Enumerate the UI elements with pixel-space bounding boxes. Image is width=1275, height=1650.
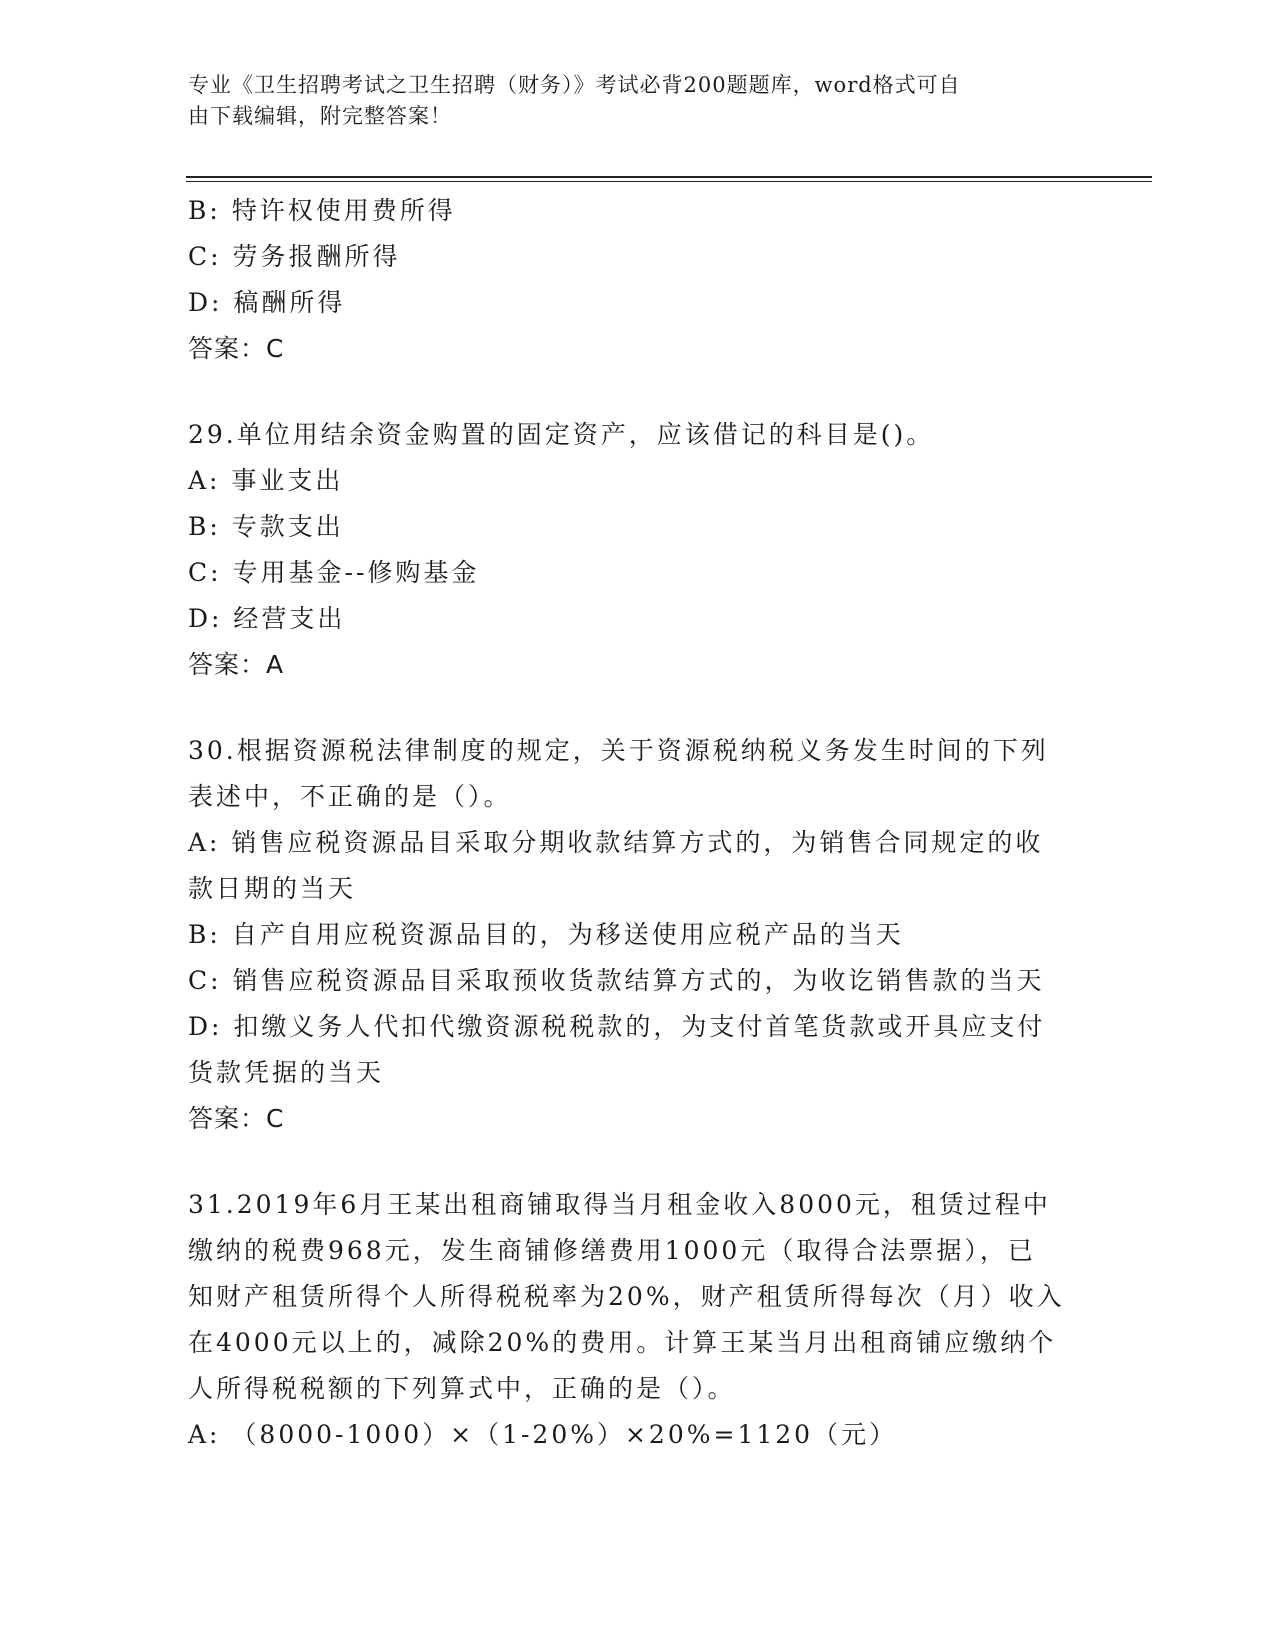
previous-question-block (188, 188, 1088, 372)
question-29 (188, 412, 1088, 688)
header-line-2: 由下载编辑，附完整答案！ (188, 104, 452, 128)
answer-label: 答案：A (188, 650, 285, 679)
option-b: B: 特许权使用费所得 (188, 196, 456, 225)
question-30 (188, 728, 1088, 1142)
option-a: A: 销售应税资源品目采取分期收款结算方式的，为销售合同规定的收 (188, 828, 1044, 857)
question-stem-line: 在4000元以上的，减除20%的费用。计算王某当月出租商铺应缴纳个 (188, 1328, 1057, 1357)
header-divider-thick (186, 176, 1152, 178)
question-content (188, 188, 1088, 1458)
option-c: C: 专用基金--修购基金 (188, 558, 480, 587)
option-d: D: 经营支出 (188, 604, 346, 633)
option-d-continuation: 货款凭据的当天 (188, 1058, 385, 1087)
option-d: D: 稿酬所得 (188, 288, 346, 317)
option-a: A: 事业支出 (188, 466, 344, 495)
option-a: A: （8000-1000）×（1-20%）×20%=1120（元） (188, 1420, 898, 1449)
option-c: C: 销售应税资源品目采取预收货款结算方式的，为收讫销售款的当天 (188, 966, 1045, 995)
question-stem-line: 知财产租赁所得个人所得税税率为20%，财产租赁所得每次（月）收入 (188, 1282, 1065, 1311)
header-line-1: 专业《卫生招聘考试之卫生招聘（财务）》考试必背200题题库，word格式可自 (188, 73, 961, 97)
spacer (188, 688, 1088, 728)
question-stem-line: 31.2019年6月王某出租商铺取得当月租金收入8000元，租赁过程中 (188, 1190, 1051, 1219)
option-c: C: 劳务报酬所得 (188, 242, 401, 271)
question-stem-line: 缴纳的税费968元，发生商铺修缮费用1000元（取得合法票据），已 (188, 1236, 1036, 1265)
spacer (188, 372, 1088, 412)
option-a-continuation: 款日期的当天 (188, 874, 357, 903)
option-d: D: 扣缴义务人代扣代缴资源税税款的，为支付首笔货款或开具应支付 (188, 1012, 1046, 1041)
question-stem-line: 表述中，不正确的是（）。 (188, 782, 512, 811)
document-header (188, 70, 1068, 132)
question-stem: 29.单位用结余资金购置的固定资产，应该借记的科目是()。 (188, 420, 935, 449)
answer-label: 答案：C (188, 1104, 285, 1133)
answer-label: 答案：C (188, 334, 285, 363)
header-divider-thin (186, 181, 1152, 182)
spacer (188, 1142, 1088, 1182)
question-stem-line: 30.根据资源税法律制度的规定，关于资源税纳税义务发生时间的下列 (188, 736, 1049, 765)
option-b: B: 自产自用应税资源品目的，为移送使用应税产品的当天 (188, 920, 904, 949)
question-stem-line: 人所得税税额的下列算式中，正确的是（）。 (188, 1374, 736, 1403)
option-b: B: 专款支出 (188, 512, 344, 541)
question-31 (188, 1182, 1088, 1458)
